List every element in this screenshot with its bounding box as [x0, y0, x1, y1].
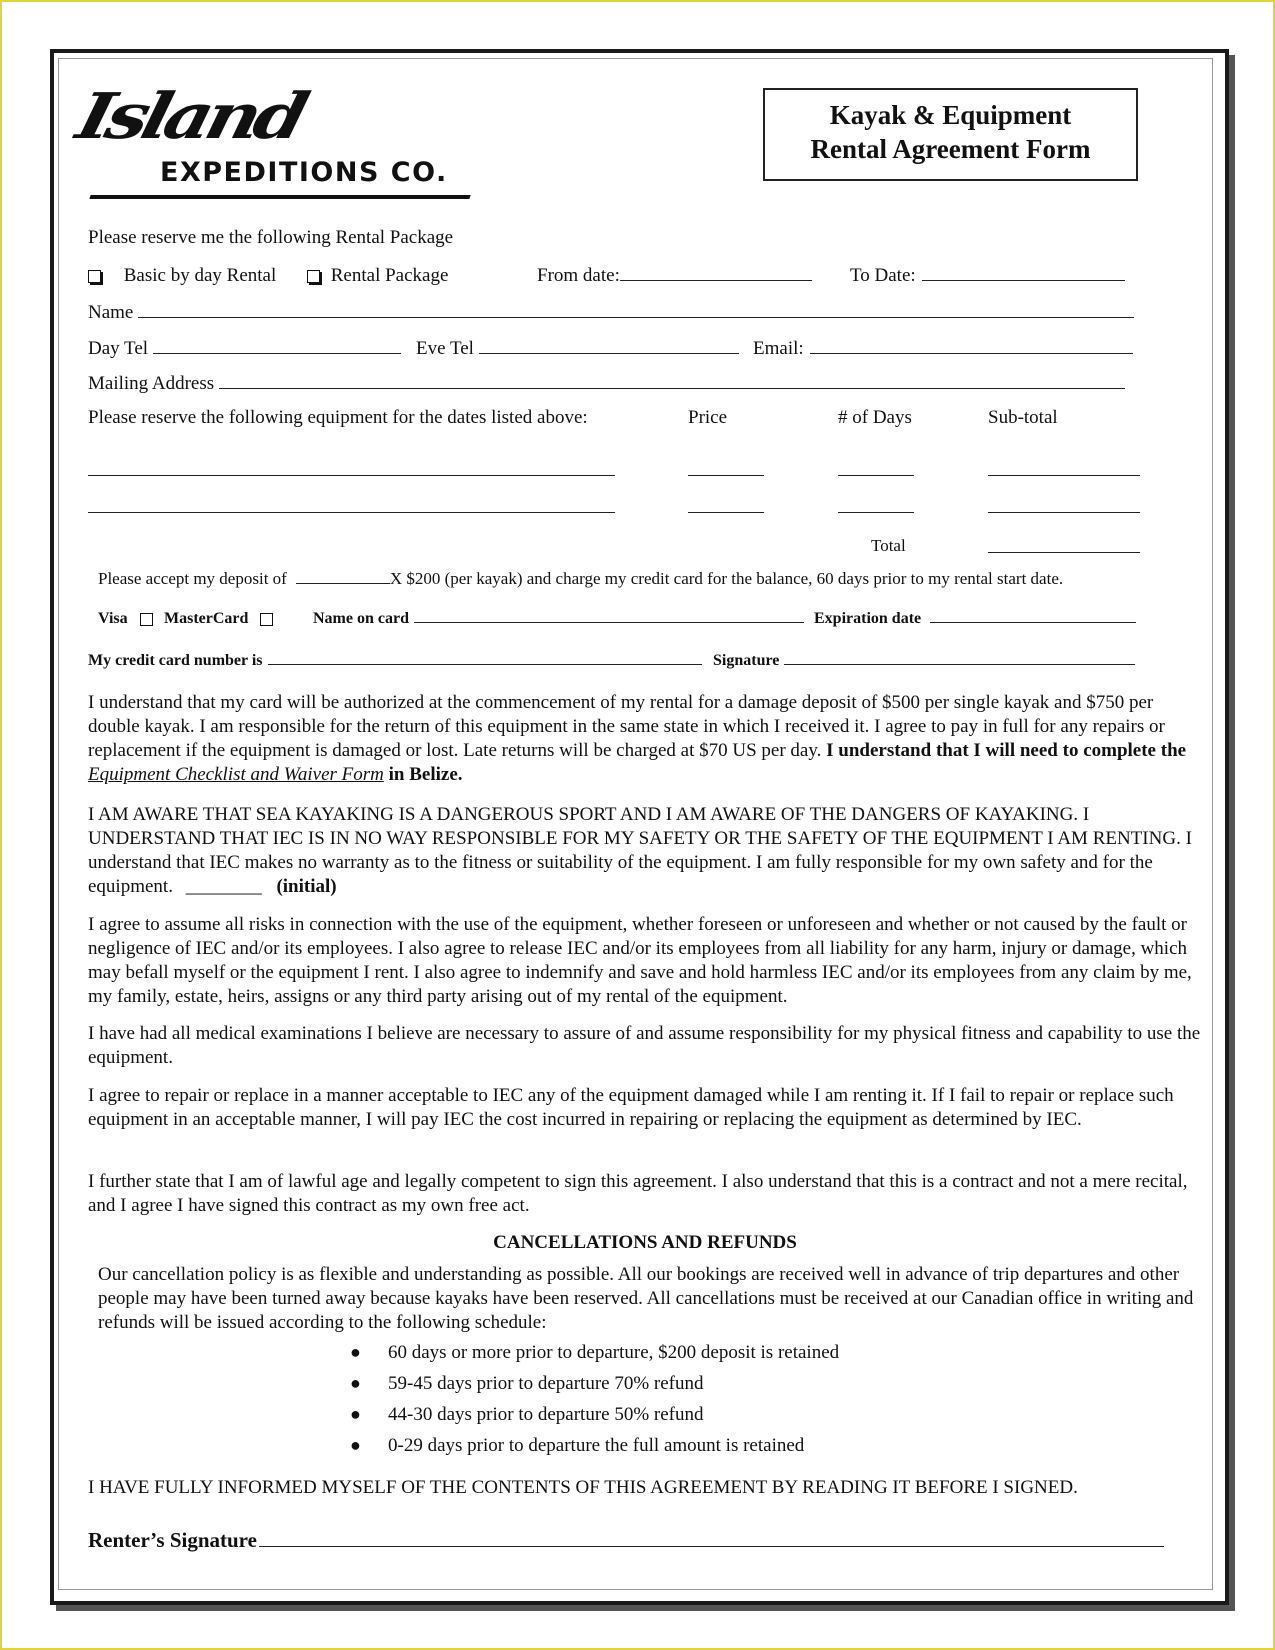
subtotal-line-1[interactable] — [988, 475, 1140, 476]
danger-awareness-paragraph — [88, 803, 1203, 899]
email-line[interactable] — [810, 352, 1133, 354]
to-date-label: To Date: — [850, 265, 916, 286]
day-tel-label: Day Tel — [88, 338, 149, 359]
checkbox-icon[interactable] — [260, 613, 273, 626]
day-tel-line[interactable] — [153, 352, 401, 354]
cancellations-heading: CANCELLATIONS AND REFUNDS — [493, 1232, 797, 1253]
visa-option[interactable] — [98, 610, 159, 628]
eve-tel-label: Eve Tel — [416, 338, 474, 359]
subtotal-line-2[interactable] — [988, 512, 1140, 513]
expiration-field[interactable] — [814, 610, 1136, 628]
name-label: Name — [88, 302, 134, 323]
email-field[interactable] — [753, 338, 1133, 360]
equipment-line-2[interactable] — [88, 512, 615, 513]
mailing-address-label: Mailing Address — [88, 373, 215, 394]
option-basic-label: Basic by day Rental — [123, 265, 277, 286]
deposit-before: Please accept my deposit of — [98, 569, 287, 588]
equipment-intro: Please reserve the following equipment for the dates listed above: — [88, 407, 588, 428]
total-label: Total — [871, 536, 906, 555]
bullet-icon: ● — [350, 1404, 361, 1424]
bullet-icon: ● — [350, 1342, 361, 1362]
name-on-card-line[interactable] — [414, 621, 804, 623]
price-line-2[interactable] — [688, 512, 764, 513]
mastercard-option[interactable] — [164, 610, 279, 628]
form-title-line2: Rental Agreement Form — [810, 134, 1091, 164]
deposit-kayak-count-line[interactable] — [296, 582, 390, 584]
option-basic-rental[interactable] — [88, 265, 276, 287]
day-tel-field[interactable] — [88, 338, 401, 360]
mastercard-label: MasterCard — [164, 610, 249, 627]
deposit-after: X $200 (per kayak) and charge my credit card for the balance, 60 days prior to my rental start date. — [389, 569, 1064, 588]
renter-signature-field[interactable] — [88, 1528, 1164, 1553]
deposit-statement — [98, 569, 1063, 589]
logo-script: Island — [69, 80, 310, 154]
days-line-1[interactable] — [838, 475, 914, 476]
expiration-line[interactable] — [930, 621, 1136, 623]
expiration-label: Expiration date — [814, 610, 922, 627]
email-label: Email: — [753, 338, 804, 359]
column-subtotal: Sub-total — [988, 407, 1058, 428]
to-date-field[interactable] — [850, 265, 1125, 287]
checkbox-icon[interactable] — [88, 270, 101, 283]
days-line-2[interactable] — [838, 512, 914, 513]
to-date-line[interactable] — [922, 279, 1125, 281]
renter-signature-line[interactable] — [259, 1545, 1164, 1547]
from-date-line[interactable] — [620, 279, 812, 281]
mailing-address-field[interactable] — [88, 373, 1125, 395]
reserve-intro: Please reserve me the following Rental Package — [88, 227, 454, 248]
eve-tel-field[interactable] — [416, 338, 739, 360]
card-number-label: My credit card number is — [88, 652, 263, 669]
damage-deposit-text: I understand that my card will be authorized at the commencement of my rental for a damage deposit of $500 per single kayak and $750 per double kayak. I am responsible for the return of this equipment in the same state in which I received it. I agree to pay in full for any repairs or replacement if the equipment is damaged or lost. Late returns will be charged at $70 US per day. — [88, 692, 1165, 761]
logo-wordmark: EXPEDITIONS CO. — [160, 157, 448, 188]
visa-label: Visa — [98, 610, 128, 627]
medical-paragraph: I have had all medical examinations I believe are necessary to assure of and assume responsibility for my physical fitness and capability to use the equipment. — [88, 1023, 1201, 1068]
name-line[interactable] — [138, 316, 1134, 318]
checklist-bold-end: in Belize. — [388, 764, 463, 785]
option-rental-package[interactable] — [307, 265, 448, 287]
option-package-label: Rental Package — [330, 265, 449, 286]
danger-awareness-text: I AM AWARE THAT SEA KAYAKING IS A DANGEROUS SPORT AND I AM AWARE OF THE DANGERS OF KAYAKING. I UNDERSTAND THAT IEC IS IN NO WAY RESPONSIBLE FOR MY SAFETY OR THE SAFETY OF THE EQUIPMENT I AM RENTING. I understand that IEC makes no warranty as to the fitness or suitability of the equipment. I am fully responsible for my own safety and for the equipment. — [88, 804, 1192, 897]
eve-tel-line[interactable] — [479, 352, 739, 354]
name-field[interactable] — [88, 302, 1134, 324]
logo-underline — [89, 195, 470, 199]
name-on-card-field[interactable] — [313, 610, 804, 628]
from-date-label: From date: — [537, 265, 620, 286]
form-title-line1: Kayak & Equipment — [829, 100, 1072, 130]
checkbox-icon[interactable] — [307, 270, 320, 283]
informed-statement: I HAVE FULLY INFORMED MYSELF OF THE CONTENTS OF THIS AGREEMENT BY READING IT BEFORE I SIGNED. — [88, 1477, 1078, 1498]
card-signature-line[interactable] — [784, 663, 1135, 665]
equipment-line-1[interactable] — [88, 475, 615, 476]
checkbox-icon[interactable] — [140, 613, 153, 626]
column-days: # of Days — [838, 407, 912, 428]
total-line[interactable] — [988, 552, 1140, 553]
initial-label: (initial) — [276, 876, 337, 897]
assume-risks-paragraph: I agree to assume all risks in connection with the use of the equipment, whether foreseen or unforeseen and whether or not caused by the fault or negligence of IEC and/or its employees. I also agree to release IEC and/or its employees from all liability for any harm, injury or damage, which may befall myself or the equipment I rent. I also agree to indemnify and save and hold harmless IEC and/or its employees from any claim by me, my family, estate, heirs, assigns or any third party arising out of my rental of the equipment. — [88, 914, 1192, 1007]
checklist-waiver-link[interactable]: Equipment Checklist and Waiver Form — [88, 764, 384, 785]
card-number-field[interactable] — [88, 652, 702, 670]
cancellations-intro: Our cancellation policy is as flexible and understanding as possible. All our bookings are received well in advance of trip departures and other people may have been turned away because kayaks have been reserved. All cancellations must be received at our Canadian office in writing and refunds will be issued according to the following schedule: — [98, 1264, 1194, 1333]
bullet-icon: ● — [350, 1435, 361, 1455]
card-signature-label: Signature — [713, 652, 780, 669]
mailing-address-line[interactable] — [219, 387, 1125, 389]
bullet-icon: ● — [350, 1373, 361, 1393]
card-number-line[interactable] — [268, 663, 702, 665]
initial-blank[interactable]: ________ — [185, 876, 262, 897]
card-signature-field[interactable] — [713, 652, 1135, 670]
lawful-age-paragraph: I further state that I am of lawful age and legally competent to sign this agreement. I also understand that this is a contract and not a mere recital, and I agree I have signed this contract as my own free act. — [88, 1171, 1188, 1216]
price-line-1[interactable] — [688, 475, 764, 476]
form-title — [763, 88, 1138, 181]
repair-paragraph: I agree to repair or replace in a manner acceptable to IEC any of the equipment damaged while I am renting it. If I fail to repair or replace such equipment in an acceptable manner, I will pay IEC the cost incurred in repairing or replacing the equipment as determined by IEC. — [88, 1085, 1174, 1130]
column-price: Price — [688, 407, 728, 428]
name-on-card-label: Name on card — [313, 610, 409, 627]
from-date-field[interactable] — [537, 265, 812, 287]
renter-signature-label: Renter’s Signature — [88, 1528, 257, 1552]
damage-deposit-paragraph — [88, 691, 1203, 787]
checklist-bold-start: I understand that I will need to complete the — [826, 740, 1187, 761]
